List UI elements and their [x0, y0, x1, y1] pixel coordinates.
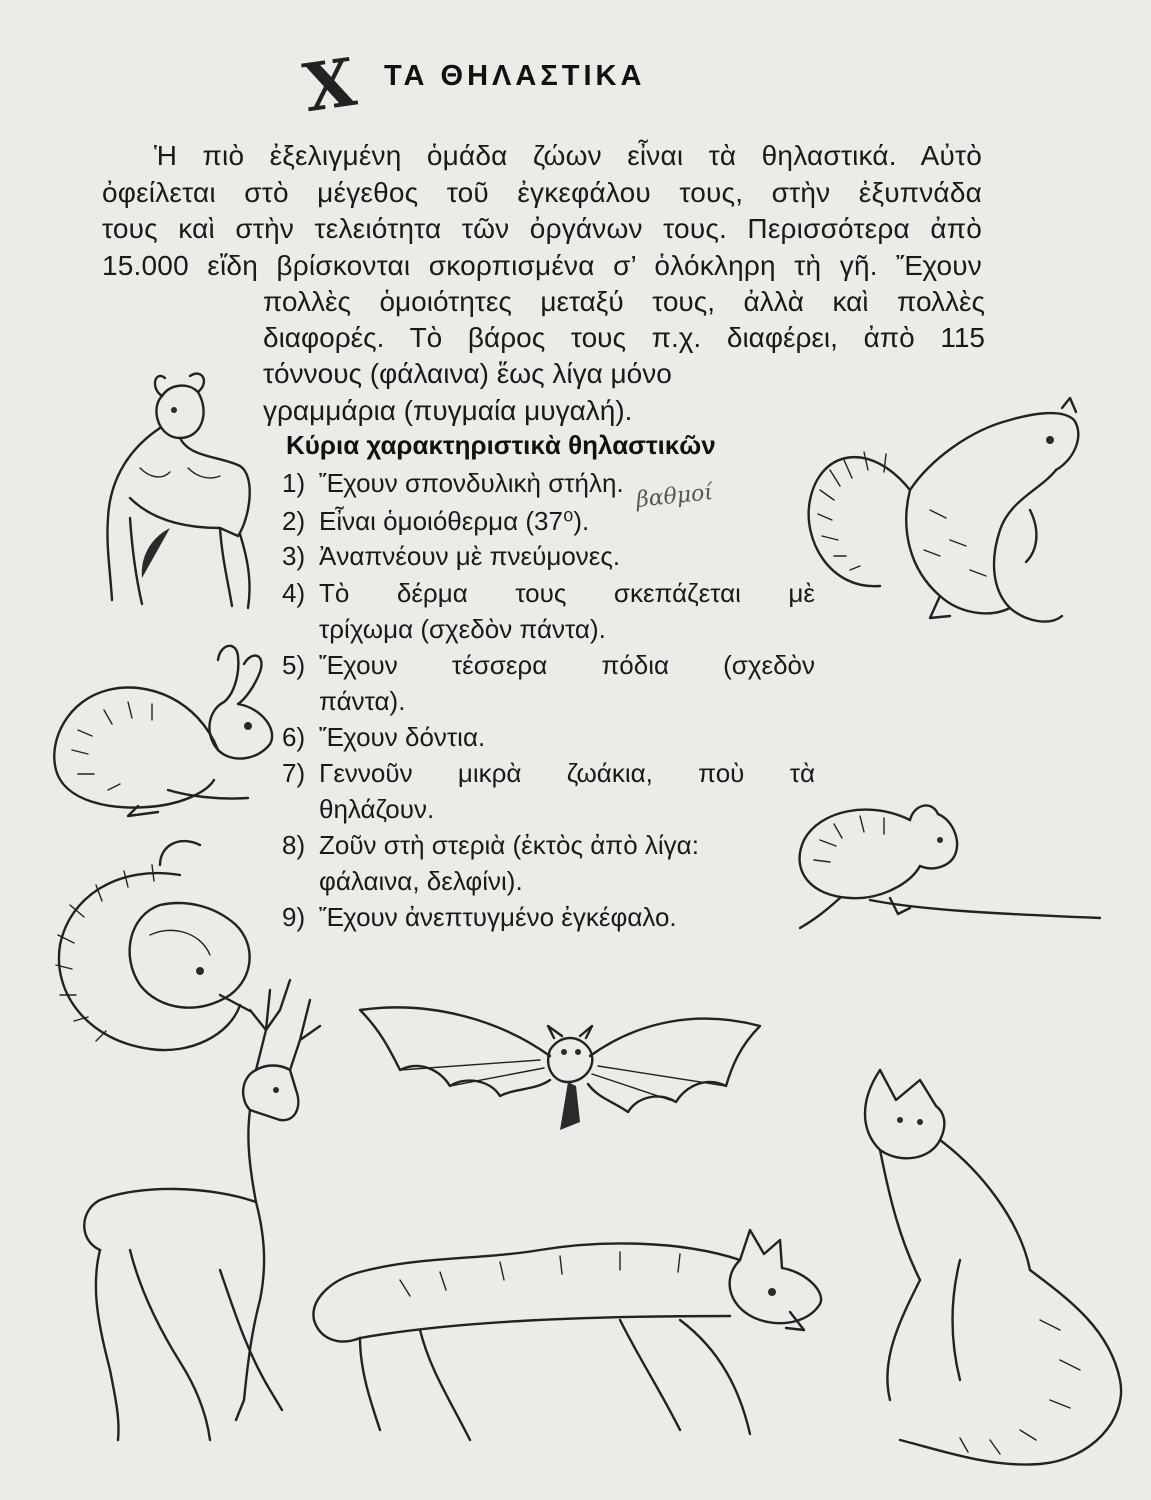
list-item: 3) Ἀναπνέουν μὲ πνεύμονες.	[282, 541, 621, 571]
list-item: 5) Ἔχουν τέσσερα πόδια (σχεδὸν πάντα).	[282, 650, 815, 716]
bat-illustration	[340, 990, 770, 1150]
intro-line: ὀφείλεται στὸ μέγεθος τοῦ ἐγκεφάλου τους, στὴν ἐξυπνάδα	[102, 176, 982, 208]
handwritten-note: βαθμοί	[634, 480, 715, 513]
list-item: 8) Ζοῦν στὴ στεριὰ (ἐκτὸς ἀπὸ λίγα: φάλαινα, δελφίνι).	[282, 830, 699, 896]
fox-illustration	[300, 1220, 840, 1460]
mouse-illustration	[780, 780, 1110, 940]
cat-illustration	[840, 1060, 1140, 1480]
page-title: ΤΑ ΘΗΛΑΣΤΙΚΑ	[384, 60, 646, 92]
intro-line: 15.000 εἴδη βρίσκονται σκορπισμένα σ’ ὁλόκληρη τὴ γῆ. Ἔχουν	[102, 249, 982, 281]
list-item: 7) Γεννοῦν μικρὰ ζωάκια, ποὺ τὰ θηλάζουν.	[282, 758, 815, 824]
squirrel-illustration	[800, 390, 1100, 640]
intro-paragraph	[102, 138, 982, 284]
features-heading: Κύρια χαρακτηριστικὰ θηλαστικῶν	[286, 430, 716, 460]
deer-illustration	[70, 970, 330, 1460]
intro-line: τόννους (φάλαινα) ἕως λίγα μόνο	[263, 358, 672, 389]
list-item: 4) Τὸ δέρμα τους σκεπάζεται μὲ τρίχωμα (σχεδὸν πάντα).	[282, 578, 815, 644]
lamb-illustration	[70, 368, 270, 628]
intro-line: Ἡ πιὸ ἐξελιγμένη ὁμάδα ζώων εἶναι τὰ θηλαστικά. Αὐτὸ	[154, 140, 982, 171]
list-item: 6) Ἔχουν δόντια.	[282, 722, 486, 752]
list-item: 1) Ἔχουν σπονδυλικὴ στήλη.	[282, 468, 624, 498]
list-item: 2) Εἶναι ὁμοιόθερμα (37⁰).	[282, 506, 590, 536]
intro-line: τους καὶ στὴν τελειότητα τῶν ὀργάνων τους. Περισσότερα ἀπὸ	[102, 213, 982, 244]
intro-line: πολλὲς ὁμοιότητες μεταξύ τους, ἀλλὰ καὶ πολλὲς	[263, 286, 985, 317]
rabbit-illustration	[48, 640, 288, 820]
handwritten-x-mark: X	[298, 42, 361, 128]
intro-line: γραμμάρια (πυγμαία μυγαλή).	[263, 395, 633, 426]
intro-line: διαφορές. Τὸ βάρος τους π.χ. διαφέρει, ἀπὸ 115	[263, 322, 985, 353]
list-item: 9) Ἔχουν ἀνεπτυγμένο ἐγκέφαλο.	[282, 902, 677, 932]
